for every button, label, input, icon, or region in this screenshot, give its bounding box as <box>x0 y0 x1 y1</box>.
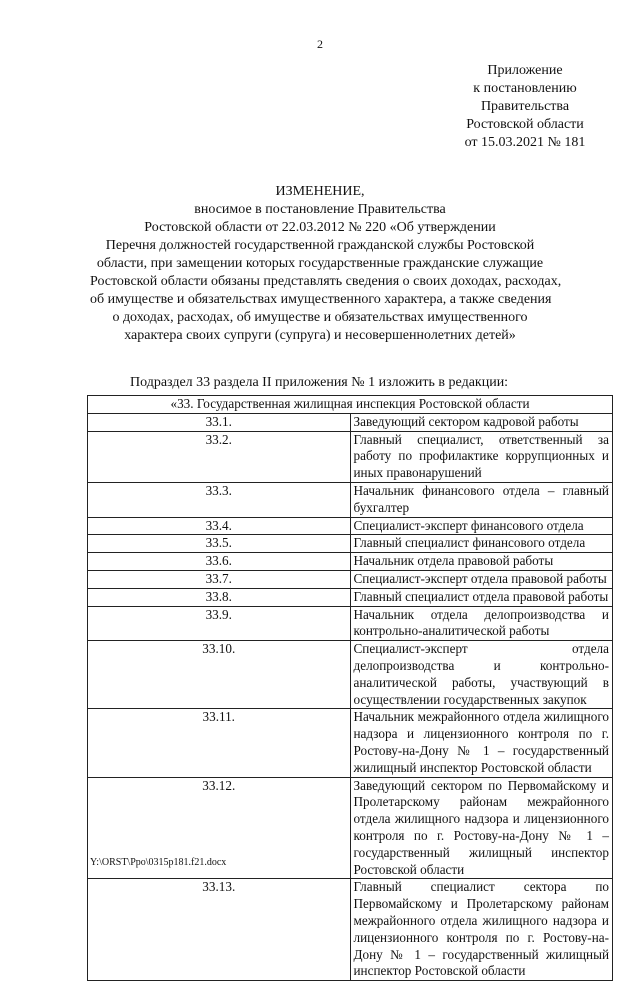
row-number: 33.11. <box>88 709 351 777</box>
position-title: Начальник отдела правовой работы <box>350 553 613 571</box>
table-row <box>88 482 613 517</box>
table-row <box>88 709 613 777</box>
table-row <box>88 588 613 606</box>
heading-line: о доходах, расходах, об имуществе и обязательствах имущественного <box>112 310 528 325</box>
appendix-line: Приложение <box>487 63 563 78</box>
row-number: 33.4. <box>88 517 351 535</box>
row-number: 33.2. <box>88 431 351 482</box>
row-number: 33.8. <box>88 588 351 606</box>
table-row <box>88 641 613 709</box>
row-number: 33.3. <box>88 482 351 517</box>
position-title: Заведующий сектором по Первомайскому и Пролетарскому районам межрайонного отдела жилищного надзора и лицензионного контроля по г. Ростову-на-Дону № 1 – государственный жилищный инспектор Ростовской области <box>350 777 613 879</box>
position-title: Главный специалист отдела правовой работы <box>350 588 613 606</box>
row-number: 33.13. <box>88 879 351 981</box>
file-path-footer: Y:\ORST\Ppo\0315p181.f21.docx <box>90 857 227 868</box>
table-row <box>88 431 613 482</box>
position-title: Главный специалист финансового отдела <box>350 535 613 553</box>
heading-line: Перечня должностей государственной гражданской службы Ростовской <box>105 238 535 253</box>
row-number: 33.7. <box>88 570 351 588</box>
position-title: Главный специалист, ответственный за работу по профилактике коррупционных и иных правонарушений <box>350 431 613 482</box>
table-header-cell: «33. Государственная жилищная инспекция Ростовской области <box>88 396 613 414</box>
table-row <box>88 517 613 535</box>
table-header-row <box>88 396 613 414</box>
position-title: Начальник межрайонного отдела жилищного надзора и лицензионного контроля по г. Ростову-на-Дону № 1 – государственный жилищный инспектор Ростовской области <box>350 709 613 777</box>
heading-line: области, при замещении которых государственные гражданские служащие <box>96 256 544 271</box>
heading-line: ИЗМЕНЕНИЕ, <box>275 184 365 199</box>
table-row <box>88 606 613 641</box>
position-title: Главный специалист сектора по Первомайскому и Пролетарскому районам межрайонного отдела жилищного надзора и лицензионного контроля по г. Ростову-на-Дону № 1 – государственный жилищный инспектор Ростовской области <box>350 879 613 981</box>
position-title: Начальник отдела делопроизводства и контрольно-аналитической работы <box>350 606 613 641</box>
table-row <box>88 879 613 981</box>
intro-text: Подраздел 33 раздела II приложения № 1 изложить в редакции: <box>130 375 509 390</box>
appendix-line: Ростовской области <box>466 117 584 132</box>
appendix-line: к постановлению <box>473 81 577 96</box>
position-title: Специалист-эксперт отдела правовой работы <box>350 570 613 588</box>
table-row <box>88 413 613 431</box>
position-title: Начальник финансового отдела – главный бухгалтер <box>350 482 613 517</box>
page-number: 2 <box>317 37 323 51</box>
row-number: 33.1. <box>88 413 351 431</box>
table-row <box>88 553 613 571</box>
position-title: Специалист-эксперт отдела делопроизводства и контрольно-аналитической работы, участвующий в осуществлении государственных закупок <box>350 641 613 709</box>
row-number: 33.12. <box>88 777 351 879</box>
row-number: 33.5. <box>88 535 351 553</box>
heading-line: Ростовской области от 22.03.2012 № 220 «Об утверждении <box>144 220 496 235</box>
row-number: 33.9. <box>88 606 351 641</box>
heading-line: Ростовской области обязаны представлять сведения о своих доходах, расходах, <box>90 274 562 289</box>
appendix-block <box>420 62 630 152</box>
table-row <box>88 535 613 553</box>
positions-table <box>87 395 613 981</box>
heading-line: об имуществе и обязательствах имущественного характера, а также сведения <box>90 292 552 307</box>
row-number: 33.10. <box>88 641 351 709</box>
document-heading <box>90 183 562 345</box>
appendix-line: Правительства <box>480 99 570 114</box>
row-number: 33.6. <box>88 553 351 571</box>
heading-line: характера своих супруги (супруга) и несовершеннолетних детей» <box>124 328 516 343</box>
table-row <box>88 570 613 588</box>
position-title: Специалист-эксперт финансового отдела <box>350 517 613 535</box>
appendix-line: от 15.03.2021 № 181 <box>464 135 586 150</box>
position-title: Заведующий сектором кадровой работы <box>350 413 613 431</box>
heading-line: вносимое в постановление Правительства <box>194 202 446 217</box>
